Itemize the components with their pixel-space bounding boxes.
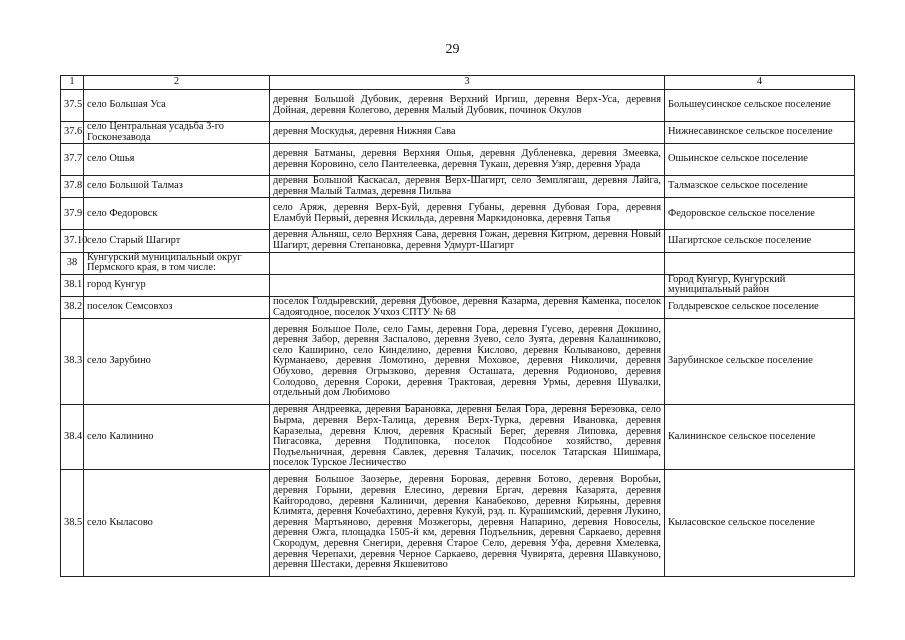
row-number: 38.3 [61,319,84,405]
settlement-center: село Зарубино [84,319,270,405]
settlement-center: Кунгурский муниципальный округ Пермского края, в том числе: [84,252,270,274]
rural-settlement: Нижнесавинское сельское поселение [665,122,855,144]
included-localities [270,274,665,296]
settlement-center: село Старый Шагирт [84,230,270,252]
header-cell: 1 [61,76,84,90]
row-number: 37.8 [61,176,84,198]
settlement-center: село Федоровск [84,198,270,230]
included-localities: село Аряж, деревня Верх-Буй, деревня Губаны, деревня Дубовая Гора, деревня Еламбуй Первый, деревня Искильда, деревня Маркидоновка, деревня Тапья [270,198,665,230]
included-localities: деревня Большой Каскасал, деревня Верх-Шагирт, село Земплягаш, деревня Лайга, деревня Малый Талмаз, деревня Пильва [270,176,665,198]
table-row [61,144,855,176]
included-localities: деревня Большое Заозерье, деревня Боровая, деревня Ботово, деревня Воробьи, деревня Горыни, деревня Елесино, деревня Ергач, деревня Казарята, деревня Кайгородово, деревня Калиничи, деревня Канабеково, деревня Кирьяны, деревня Климята, деревня Кочебахтино, деревня Кукуй, рзд. п. Курашимский, деревня Лукино, деревня Мартьяново, деревня Мозжегоры, деревня Напарино, деревня Новоселы, деревня Ожга, площадка 1505-й км, деревня Подъельник, деревня Саркаево, деревня Скородум, деревня Снегири, деревня Старое Село, деревня Уфа, деревня Хмелевка, деревня Черепахи, деревня Черное Саркаево, деревня Чувирята, деревня Шавкуново, деревня Шестаки, деревня Якшевитово [270,470,665,577]
row-number: 37.5 [61,90,84,122]
table-row [61,470,855,577]
settlement-center: село Кыласово [84,470,270,577]
header-cell: 3 [270,76,665,90]
rural-settlement: Федоровское сельское поселение [665,198,855,230]
settlements-table [60,75,855,577]
row-number: 38 [61,252,84,274]
table-row [61,274,855,296]
rural-settlement: Зарубинское сельское поселение [665,319,855,405]
rural-settlement: Шагиртское сельское поселение [665,230,855,252]
rural-settlement: Талмазское сельское поселение [665,176,855,198]
row-number: 37.7 [61,144,84,176]
table-row [61,319,855,405]
included-localities: деревня Батманы, деревня Верхняя Ошья, деревня Дубленевка, деревня Змеевка, деревня Коровино, село Пантелеевка, деревня Тукаш, деревня Узяр, деревня Урада [270,144,665,176]
included-localities: поселок Голдыревский, деревня Дубовое, деревня Казарма, деревня Каменка, поселок Садоягодное, поселок Учхоз СПТУ № 68 [270,296,665,318]
included-localities: деревня Альняш, село Верхняя Сава, деревня Гожан, деревня Китрюм, деревня Новый Шагирт, деревня Степановка, деревня Удмурт-Шагирт [270,230,665,252]
included-localities [270,252,665,274]
table-row [61,230,855,252]
row-number: 37.9 [61,198,84,230]
rural-settlement: Кыласовское сельское поселение [665,470,855,577]
row-number: 37.10 [61,230,84,252]
included-localities: деревня Большое Поле, село Гамы, деревня Гора, деревня Гусево, деревня Докшино, деревня Забор, деревня Заспалово, деревня Зуево, село Зуята, деревня Калашниково, село Каширино, село Кинделино, деревня Кислово, деревня Колываново, деревня Курманаево, деревня Ломотино, деревня Моховое, деревня Николичи, деревня Обухово, деревня Огрызково, деревня Осташата, деревня Родионово, деревня Солодово, деревня Сороки, деревня Трактовая, деревня Урмы, деревня Шувалки, отдельный дом Любимово [270,319,665,405]
rural-settlement: Голдыревское сельское поселение [665,296,855,318]
table-row [61,252,855,274]
row-number: 38.4 [61,405,84,470]
rural-settlement: Ошьинское сельское поселение [665,144,855,176]
header-cell: 4 [665,76,855,90]
row-number: 38.2 [61,296,84,318]
settlement-center: город Кунгур [84,274,270,296]
table-row [61,405,855,470]
header-cell: 2 [84,76,270,90]
row-number: 38.1 [61,274,84,296]
settlement-center: село Ошья [84,144,270,176]
included-localities: деревня Большой Дубовик, деревня Верхний Иргиш, деревня Верх-Уса, деревня Дойная, деревня Колегово, деревня Малый Дубовик, починок Окулов [270,90,665,122]
rural-settlement [665,252,855,274]
row-number: 37.6 [61,122,84,144]
rural-settlement: Большеусинское сельское поселение [665,90,855,122]
rural-settlement: Город Кунгур, Кунгурский муниципальный район [665,274,855,296]
table-row [61,90,855,122]
table-row [61,198,855,230]
included-localities: деревня Москудья, деревня Нижняя Сава [270,122,665,144]
rural-settlement: Калининское сельское поселение [665,405,855,470]
table-row [61,296,855,318]
settlement-center: село Большая Уса [84,90,270,122]
settlement-center: село Большой Талмаз [84,176,270,198]
table-header-row [61,76,855,90]
table-row [61,122,855,144]
settlement-center: поселок Семсовхоз [84,296,270,318]
page-number: 29 [445,42,460,57]
included-localities: деревня Андреевка, деревня Барановка, деревня Белая Гора, деревня Березовка, село Бырма, деревня Верх-Талица, деревня Верх-Турка, деревня Ивановка, деревня Каразелыа, деревня Ключ, деревня Красный Берег, деревня Липовка, деревня Пигасовка, деревня Подлиповка, поселок Подсобное хозяйство, деревня Подъельничная, деревня Савлек, деревня Талачик, поселок Татарская Шишмара, поселок Турское Лесничество [270,405,665,470]
settlement-center: село Калинино [84,405,270,470]
row-number: 38.5 [61,470,84,577]
table-row [61,176,855,198]
settlement-center: село Центральная усадьба 3-го Госконезавода [84,122,270,144]
